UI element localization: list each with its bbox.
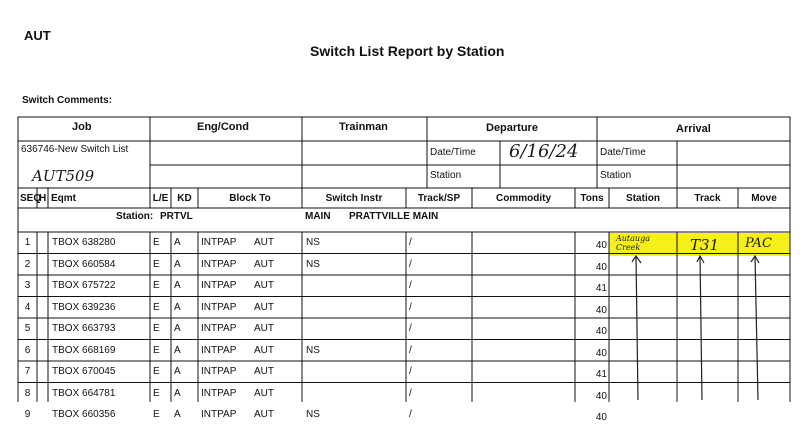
row-tons: 40 [595, 326, 607, 337]
header-trainman: Trainman [339, 121, 388, 133]
handwritten-row1-station: Autauga Creek [616, 234, 650, 252]
row-seq: 4 [24, 301, 31, 313]
row-track-sp: / [409, 258, 412, 270]
corner-label: AUT [24, 28, 51, 43]
column-header-tons: Tons [580, 193, 604, 204]
column-header-track-sp: Track/SP [417, 193, 461, 204]
row-track-sp: / [409, 237, 412, 248]
row-eqmt: TBOX 660356 [52, 409, 116, 420]
row-block-to-dest: AUT [254, 280, 274, 291]
row-seq: 3 [24, 280, 31, 291]
handwritten-job: AUT509 [32, 167, 95, 185]
column-header-kd: KD [177, 193, 192, 204]
header-job: Job [72, 121, 92, 133]
row-seq: 8 [24, 387, 31, 399]
handwritten-row1-move: PAC [745, 236, 772, 251]
departure-datetime-label: Date/Time [430, 147, 476, 158]
row-seq: 6 [24, 344, 31, 356]
row-block-to-dest: AUT [254, 301, 274, 313]
row-seq: 2 [24, 258, 31, 270]
row-le: E [153, 237, 160, 248]
row-block-to: INTPAP [201, 323, 237, 334]
row-kd: A [174, 366, 181, 377]
departure-station-label: Station [430, 170, 462, 181]
row-switch-instr: NS [306, 237, 320, 248]
row-eqmt: TBOX 639236 [52, 301, 116, 313]
row-seq: 9 [24, 409, 31, 420]
row-block-to-dest: AUT [254, 344, 274, 356]
row-le: E [153, 301, 160, 313]
row-tons: 40 [595, 240, 607, 251]
row-eqmt: TBOX 675722 [52, 280, 116, 291]
row-tons: 41 [595, 369, 607, 380]
row-kd: A [174, 237, 181, 248]
station-code: PRTVL [160, 211, 193, 222]
row-tons: 41 [595, 283, 607, 294]
row-seq: 7 [24, 366, 31, 377]
column-header-eqmt: Eqmt [51, 193, 76, 204]
row-kd: A [174, 258, 181, 270]
row-eqmt: TBOX 670045 [52, 366, 116, 377]
column-header-block-to: Block To [229, 193, 271, 204]
row-le: E [153, 323, 160, 334]
station-track: MAIN [305, 211, 331, 222]
row-block-to-dest: AUT [254, 323, 274, 334]
row-track-sp: / [409, 387, 412, 399]
switch-comments-label: Switch Comments: [22, 95, 113, 106]
row-block-to: INTPAP [201, 387, 237, 399]
job-value: 636746-New Switch List [21, 144, 129, 155]
handwritten-departure-date: 6/16/24 [509, 141, 579, 162]
row-switch-instr: NS [306, 409, 320, 420]
row-switch-instr: NS [306, 258, 320, 270]
column-header-station: Station [626, 193, 660, 204]
row-le: E [153, 258, 160, 270]
row-track-sp: / [409, 366, 412, 377]
row-eqmt: TBOX 638280 [52, 237, 116, 248]
row-le: E [153, 366, 160, 377]
arrival-datetime-label: Date/Time [600, 147, 646, 158]
row-block-to-dest: AUT [254, 237, 274, 248]
header-arrival: Arrival [676, 123, 711, 135]
row-track-sp: / [409, 344, 412, 356]
row-track-sp: / [409, 280, 412, 291]
row-eqmt: TBOX 660584 [52, 258, 116, 270]
row-block-to: INTPAP [201, 301, 237, 313]
row-kd: A [174, 344, 181, 356]
row-block-to-dest: AUT [254, 409, 274, 420]
row-block-to-dest: AUT [254, 366, 274, 377]
column-header-track: Track [694, 193, 721, 204]
report-title: Switch List Report by Station [310, 43, 505, 59]
header-departure: Departure [486, 122, 538, 134]
row-tons: 40 [595, 261, 607, 273]
row-seq: 1 [24, 237, 31, 248]
column-header-commodity: Commodity [496, 193, 551, 204]
row-kd: A [174, 409, 181, 420]
row-le: E [153, 280, 160, 291]
station-label-text: Station: [116, 211, 154, 222]
row-track-sp: / [409, 301, 412, 313]
row-block-to: INTPAP [201, 409, 237, 420]
row-block-to: INTPAP [201, 237, 237, 248]
row-tons: 40 [595, 304, 607, 316]
row-le: E [153, 409, 160, 420]
station-name: PRATTVILLE MAIN [349, 211, 439, 222]
arrival-station-label: Station [600, 170, 632, 181]
row-block-to: INTPAP [201, 280, 237, 291]
column-header-le: L/E [152, 193, 169, 204]
row-track-sp: / [409, 409, 412, 420]
row-le: E [153, 387, 160, 399]
row-kd: A [174, 387, 181, 399]
row-block-to: INTPAP [201, 344, 237, 356]
row-block-to-dest: AUT [254, 258, 274, 270]
handwritten-row1-track: T31 [690, 236, 720, 254]
row-kd: A [174, 301, 181, 313]
row-tons: 40 [595, 412, 607, 423]
row-eqmt: TBOX 663793 [52, 323, 116, 334]
row-seq: 5 [24, 323, 31, 334]
row-block-to-dest: AUT [254, 387, 274, 399]
row-kd: A [174, 323, 181, 334]
column-header-move: Move [751, 193, 777, 204]
station-label [116, 211, 193, 223]
row-block-to: INTPAP [201, 258, 237, 270]
row-le: E [153, 344, 160, 356]
row-eqmt: TBOX 668169 [52, 344, 116, 356]
row-track-sp: / [409, 323, 412, 334]
handwritten-arrows [632, 256, 759, 400]
row-tons: 40 [595, 390, 607, 402]
column-header-switch-instr: Switch Instr [325, 193, 383, 204]
column-header-seq: SEQ [20, 193, 42, 204]
row-block-to: INTPAP [201, 366, 237, 377]
row-kd: A [174, 280, 181, 291]
row-switch-instr: NS [306, 344, 320, 356]
row-eqmt: TBOX 664781 [52, 387, 116, 399]
header-eng-cond: Eng/Cond [197, 121, 249, 133]
row-tons: 40 [595, 347, 607, 359]
column-header-h: H [39, 193, 47, 204]
